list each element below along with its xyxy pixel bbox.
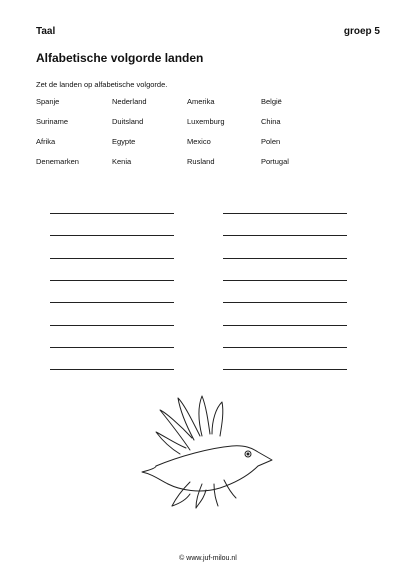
answer-line	[223, 280, 347, 281]
country-item: China	[261, 117, 281, 126]
grade-label: groep 5	[343, 26, 380, 37]
answer-line	[50, 235, 174, 236]
page-title: Alfabetische volgorde landen	[36, 51, 204, 65]
country-item: Duitsland	[112, 117, 144, 126]
country-item: Denemarken	[36, 157, 79, 166]
answer-line	[50, 302, 174, 303]
answer-line	[223, 213, 347, 214]
answer-line	[223, 369, 347, 370]
instruction-text: Zet de landen op alfabetische volgorde.	[36, 80, 168, 89]
bird-illustration	[120, 390, 290, 510]
country-item: Polen	[261, 137, 281, 146]
answer-line	[50, 369, 174, 370]
answer-line	[50, 325, 174, 326]
answer-line	[50, 280, 174, 281]
country-item: Mexico	[187, 137, 211, 146]
country-item: Spanje	[36, 97, 60, 106]
country-item: Portugal	[261, 157, 289, 166]
answer-line	[223, 325, 347, 326]
answer-line	[223, 302, 347, 303]
country-item: Rusland	[187, 157, 215, 166]
country-item: Luxemburg	[187, 117, 225, 126]
country-item: Suriname	[36, 117, 69, 126]
answer-line	[50, 213, 174, 214]
answer-line	[50, 347, 174, 348]
answer-line	[223, 347, 347, 348]
country-item: Amerika	[187, 97, 215, 106]
answer-line	[223, 258, 347, 259]
answer-line	[50, 258, 174, 259]
country-item: Nederland	[112, 97, 147, 106]
subject-label: Taal	[36, 26, 56, 37]
country-item: België	[261, 97, 282, 106]
footer-credit: © www.juf-milou.nl	[179, 555, 237, 562]
country-item: Egypte	[112, 137, 136, 146]
answer-line	[223, 235, 347, 236]
country-item: Afrika	[36, 137, 56, 146]
country-item: Kenia	[112, 157, 132, 166]
